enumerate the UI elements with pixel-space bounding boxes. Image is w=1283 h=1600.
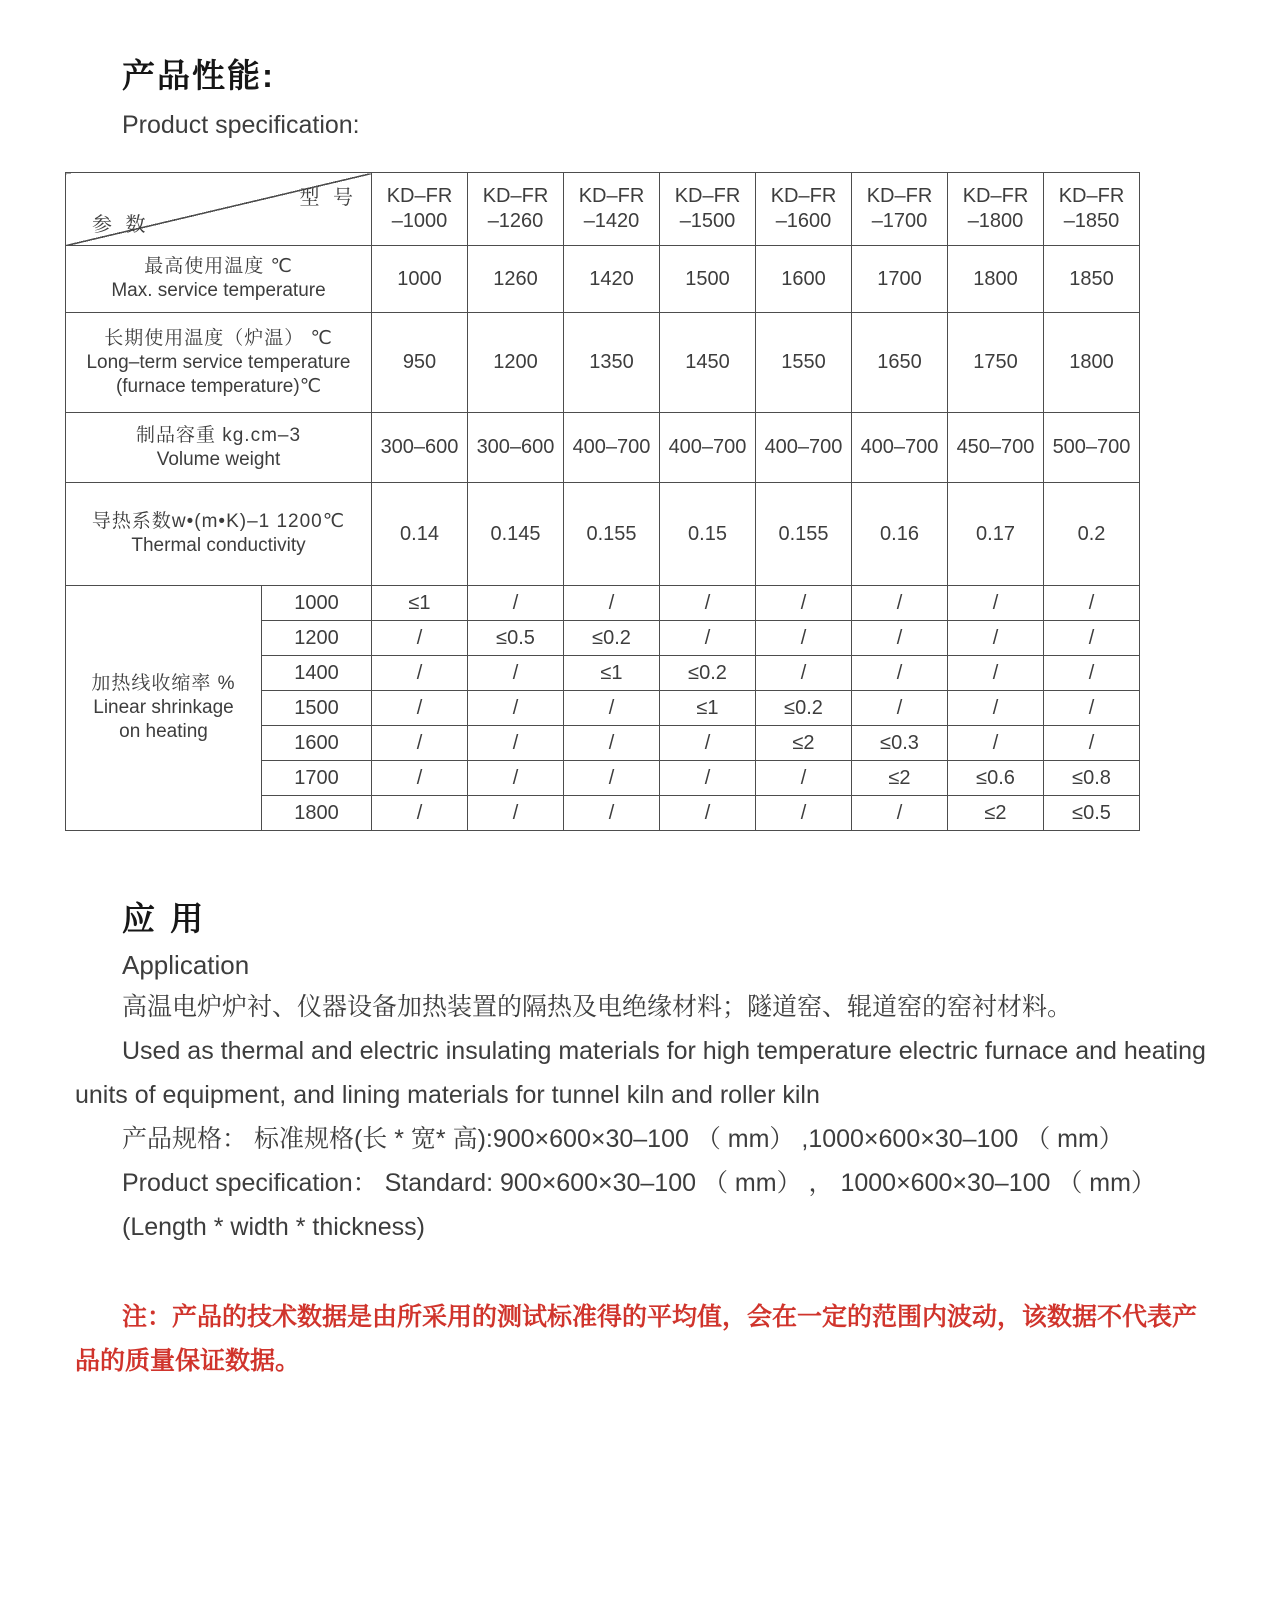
application-heading-en: Application: [122, 950, 250, 980]
value-cell: 0.16: [852, 483, 948, 586]
corner-label-parameter: 参 数: [92, 214, 150, 236]
value-cell: 0.2: [1044, 483, 1140, 586]
value-cell: ≤2: [756, 726, 852, 761]
value-cell: /: [660, 761, 756, 796]
value-cell: /: [1044, 621, 1140, 656]
model-header-cell: KD–FR –1700: [852, 173, 948, 246]
value-cell: 300–600: [468, 413, 564, 483]
value-cell: /: [564, 586, 660, 621]
value-cell: /: [564, 761, 660, 796]
value-cell: /: [948, 586, 1044, 621]
value-cell: /: [948, 726, 1044, 761]
value-cell: ≤0.2: [660, 656, 756, 691]
value-cell: ≤0.5: [468, 621, 564, 656]
value-cell: ≤2: [948, 796, 1044, 831]
model-header-cell: KD–FR –1800: [948, 173, 1044, 246]
param-row: [66, 413, 1140, 483]
param-row-label: 最高使用温度 ℃ Max. service temperature: [66, 246, 372, 313]
value-cell: 1750: [948, 313, 1044, 413]
value-cell: 0.155: [756, 483, 852, 586]
value-cell: 1200: [468, 313, 564, 413]
value-cell: 1550: [756, 313, 852, 413]
shrinkage-temperature: 1800: [262, 796, 372, 831]
value-cell: ≤1: [372, 586, 468, 621]
page-title-zh: 产品性能:: [122, 57, 275, 94]
value-cell: /: [372, 691, 468, 726]
application-heading-zh: 应 用: [122, 900, 207, 937]
spec-table: [65, 172, 1140, 831]
shrinkage-row-label: 加热线收缩率 % Linear shrinkage on heating: [66, 586, 262, 831]
value-cell: 300–600: [372, 413, 468, 483]
value-cell: ≤2: [852, 761, 948, 796]
value-cell: 1700: [852, 246, 948, 313]
value-cell: /: [1044, 586, 1140, 621]
application-text-zh: 高温电炉炉衬、仪器设备加热装置的隔热及电绝缘材料；隧道窑、辊道窑的窑衬材料。: [122, 993, 1073, 1021]
value-cell: /: [1044, 726, 1140, 761]
value-cell: /: [564, 691, 660, 726]
value-cell: /: [468, 761, 564, 796]
value-cell: 950: [372, 313, 468, 413]
corner-label-model: 型 号: [299, 187, 357, 209]
value-cell: /: [852, 796, 948, 831]
value-cell: ≤0.2: [756, 691, 852, 726]
value-cell: 400–700: [756, 413, 852, 483]
value-cell: /: [852, 656, 948, 691]
product-spec-text-zh: 产品规格： 标准规格(长 * 宽* 高):900×600×30–100 （ mm） ,1000×600×30–100 （ mm）: [122, 1125, 1124, 1153]
value-cell: 0.155: [564, 483, 660, 586]
value-cell: 400–700: [660, 413, 756, 483]
param-row-label: 制品容重 kg.cm–3 Volume weight: [66, 413, 372, 483]
value-cell: ≤0.2: [564, 621, 660, 656]
value-cell: /: [372, 621, 468, 656]
value-cell: 1800: [1044, 313, 1140, 413]
product-spec-text-en: Product specification： Standard: 900×600×30–100 （ mm） ， 1000×600×30–100 （ mm）: [122, 1169, 1156, 1197]
shrinkage-temperature: 1700: [262, 761, 372, 796]
param-row: [66, 483, 1140, 586]
value-cell: 1850: [1044, 246, 1140, 313]
page-title-en: Product specification:: [122, 111, 360, 139]
shrinkage-temperature: 1600: [262, 726, 372, 761]
shrinkage-temperature: 1500: [262, 691, 372, 726]
value-cell: 1500: [660, 246, 756, 313]
model-header-cell: KD–FR –1260: [468, 173, 564, 246]
param-row: [66, 313, 1140, 413]
value-cell: 400–700: [852, 413, 948, 483]
value-cell: 1260: [468, 246, 564, 313]
value-cell: /: [1044, 691, 1140, 726]
value-cell: /: [852, 691, 948, 726]
value-cell: /: [948, 621, 1044, 656]
model-header-cell: KD–FR –1000: [372, 173, 468, 246]
model-header-cell: KD–FR –1420: [564, 173, 660, 246]
note-text: 注：产品的技术数据是由所采用的测试标准得的平均值，会在一定的范围内波动，该数据不代表产品的质量保证数据。: [75, 1303, 1198, 1375]
param-row-label: 导热系数w•(m•K)–1 1200℃ Thermal conductivity: [66, 483, 372, 586]
value-cell: ≤1: [564, 656, 660, 691]
product-spec-dimensions: (Length * width * thickness): [122, 1213, 425, 1241]
value-cell: /: [852, 586, 948, 621]
value-cell: /: [372, 656, 468, 691]
value-cell: ≤0.8: [1044, 761, 1140, 796]
value-cell: /: [756, 796, 852, 831]
model-header-cell: KD–FR –1500: [660, 173, 756, 246]
spec-table-body: [66, 173, 1140, 831]
corner-cell: [66, 173, 372, 246]
value-cell: /: [852, 621, 948, 656]
value-cell: 450–700: [948, 413, 1044, 483]
value-cell: 1000: [372, 246, 468, 313]
value-cell: 0.145: [468, 483, 564, 586]
model-header-row: [66, 173, 1140, 246]
value-cell: /: [660, 621, 756, 656]
value-cell: 0.15: [660, 483, 756, 586]
value-cell: /: [468, 656, 564, 691]
value-cell: /: [468, 691, 564, 726]
value-cell: /: [756, 656, 852, 691]
value-cell: /: [372, 726, 468, 761]
value-cell: /: [372, 761, 468, 796]
value-cell: 1800: [948, 246, 1044, 313]
value-cell: ≤0.5: [1044, 796, 1140, 831]
value-cell: /: [564, 796, 660, 831]
value-cell: /: [948, 656, 1044, 691]
shrinkage-temperature: 1400: [262, 656, 372, 691]
value-cell: /: [948, 691, 1044, 726]
value-cell: 400–700: [564, 413, 660, 483]
model-header-cell: KD–FR –1600: [756, 173, 852, 246]
value-cell: 1450: [660, 313, 756, 413]
value-cell: /: [372, 796, 468, 831]
value-cell: /: [660, 586, 756, 621]
value-cell: /: [564, 726, 660, 761]
value-cell: /: [468, 586, 564, 621]
value-cell: 0.14: [372, 483, 468, 586]
param-row: [66, 246, 1140, 313]
model-header-cell: KD–FR –1850: [1044, 173, 1140, 246]
value-cell: /: [660, 726, 756, 761]
value-cell: /: [756, 621, 852, 656]
value-cell: 1350: [564, 313, 660, 413]
param-row-label: 长期使用温度（炉温） ℃ Long–term service temperature (furnace temperature)℃: [66, 313, 372, 413]
value-cell: 1650: [852, 313, 948, 413]
shrinkage-temperature: 1200: [262, 621, 372, 656]
value-cell: 0.17: [948, 483, 1044, 586]
value-cell: /: [756, 761, 852, 796]
value-cell: 1420: [564, 246, 660, 313]
value-cell: /: [468, 796, 564, 831]
value-cell: 500–700: [1044, 413, 1140, 483]
value-cell: /: [1044, 656, 1140, 691]
value-cell: /: [756, 586, 852, 621]
value-cell: /: [468, 726, 564, 761]
value-cell: ≤0.6: [948, 761, 1044, 796]
value-cell: ≤0.3: [852, 726, 948, 761]
value-cell: /: [660, 796, 756, 831]
value-cell: 1600: [756, 246, 852, 313]
value-cell: ≤1: [660, 691, 756, 726]
application-text-en: Used as thermal and electric insulating materials for high temperature electric furnace and heating units of equipment, and lining materials for tunnel kiln and roller kiln: [75, 1037, 1206, 1109]
shrinkage-temperature: 1000: [262, 586, 372, 621]
shrinkage-row: [66, 586, 1140, 621]
